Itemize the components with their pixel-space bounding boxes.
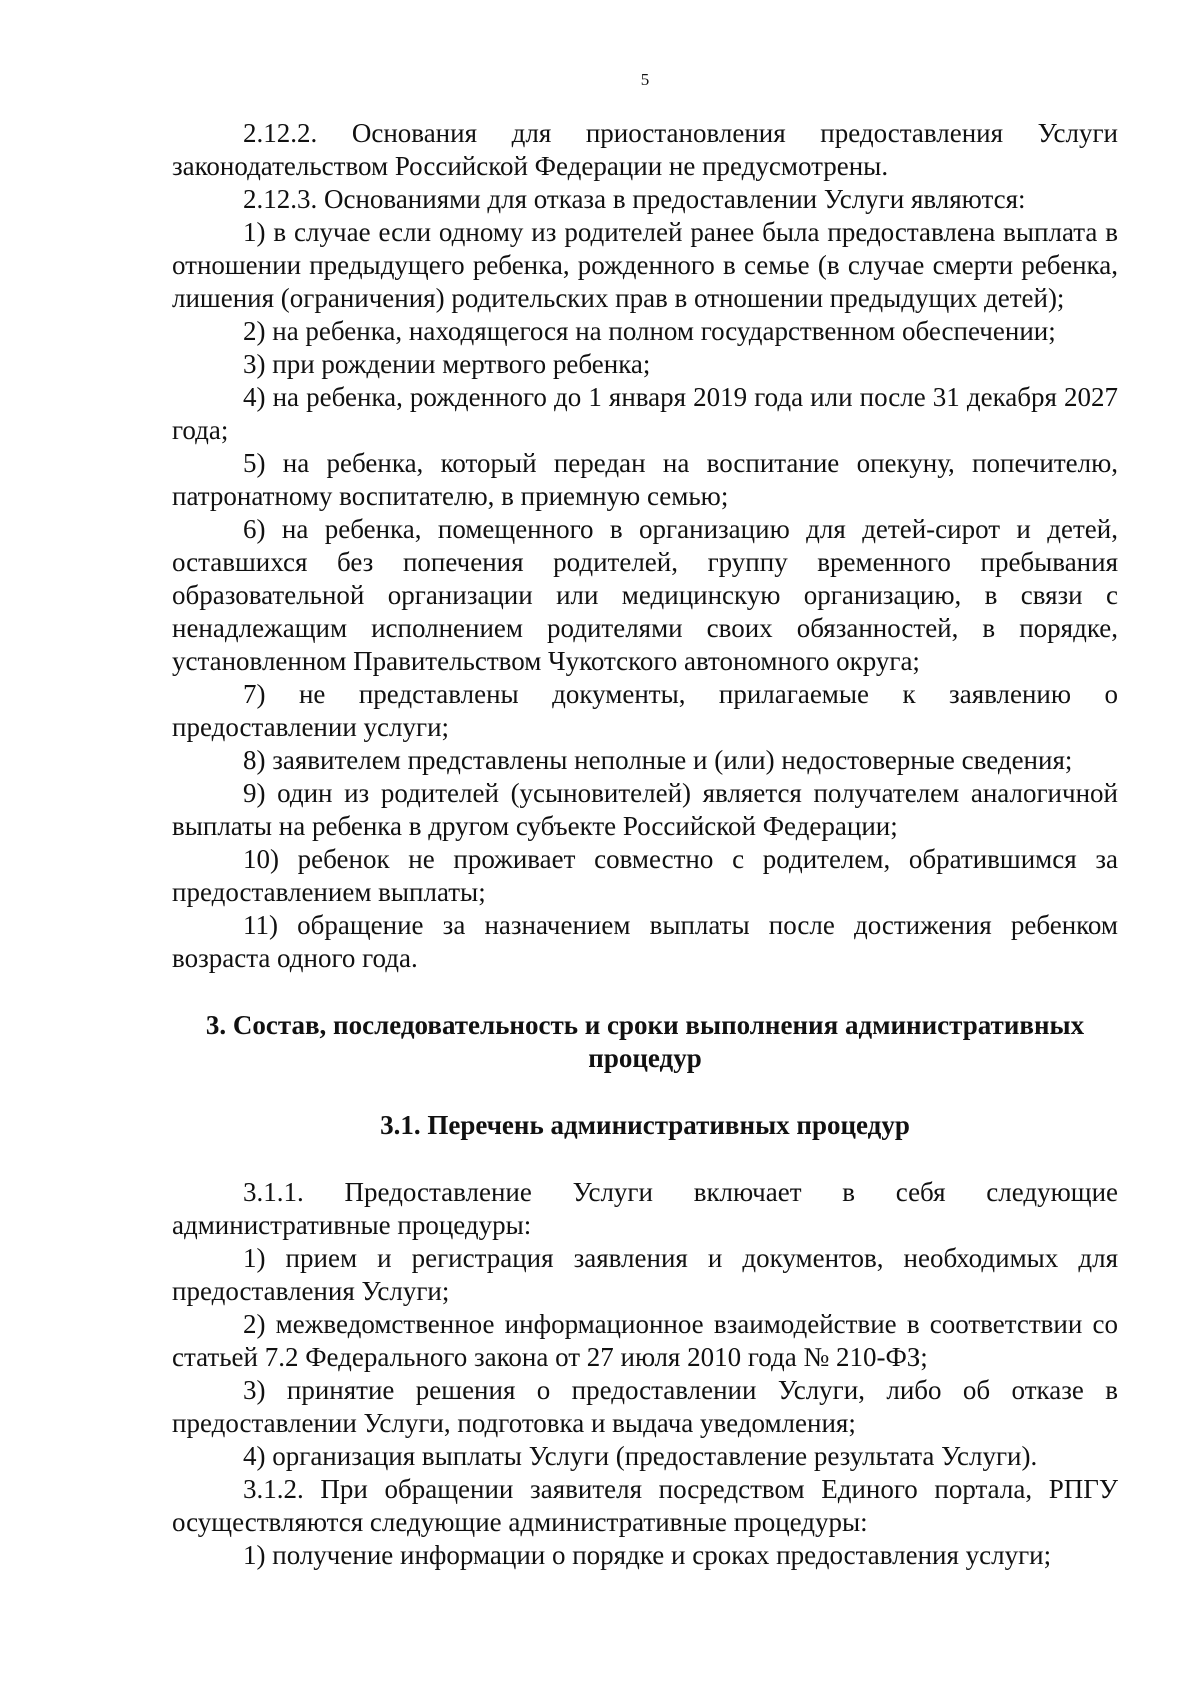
paragraph-3-1-1: 3.1.1. Предоставление Услуги включает в себя следующие административные процедуры: <box>172 1177 1118 1240</box>
refusal-item-2: 2) на ребенка, находящегося на полном государственном обеспечении; <box>243 316 1056 346</box>
page-number: 5 <box>640 70 650 89</box>
refusal-item-9: 9) один из родителей (усыновителей) является получателем аналогичной выплаты на ребенка в другом субъекте Российской Федерации; <box>172 778 1118 841</box>
refusal-item-1: 1) в случае если одному из родителей ранее была предоставлена выплата в отношении предыдущего ребенка, рожденного в семье (в случае смерти ребенка, лишения (ограничения) родительских прав в отношении предыдущих детей); <box>172 217 1118 313</box>
section-heading: 3. Состав, последовательность и сроки выполнения административных процедур <box>205 1010 1085 1073</box>
portal-procedure-item-1: 1) получение информации о порядке и сроках предоставления услуги; <box>243 1540 1052 1570</box>
refusal-item-8: 8) заявителем представлены неполные и (или) недостоверные сведения; <box>243 745 1073 775</box>
refusal-item-6: 6) на ребенка, помещенного в организацию для детей-сирот и детей, оставшихся без попечения родителей, группу временного пребывания образовательной организации или медицинскую организацию, в связи с ненадлежащим исполнением родителями своих обязанностей, в порядке, установленном Правительством Чукотского автономного округа; <box>172 514 1118 676</box>
document-page <box>172 70 1118 1572</box>
refusal-item-11: 11) обращение за назначением выплаты после достижения ребенком возраста одного года. <box>172 910 1118 973</box>
procedure-item-1: 1) прием и регистрация заявления и документов, необходимых для предоставления Услуги; <box>172 1243 1118 1306</box>
refusal-item-4: 4) на ребенка, рожденного до 1 января 2019 года или после 31 декабря 2027 года; <box>172 382 1118 445</box>
paragraph-2-12-3: 2.12.3. Основаниями для отказа в предоставлении Услуги являются: <box>243 184 1026 214</box>
procedure-item-2: 2) межведомственное информационное взаимодействие в соответствии со статьей 7.2 Федерального закона от 27 июля 2010 года № 210-ФЗ; <box>172 1309 1118 1372</box>
paragraph-2-12-2: 2.12.2. Основания для приостановления предоставления Услуги законодательством Российской Федерации не предусмотрены. <box>172 118 1118 181</box>
procedure-item-3: 3) принятие решения о предоставлении Услуги, либо об отказе в предоставлении Услуги, подготовка и выдача уведомления; <box>172 1375 1118 1438</box>
refusal-item-5: 5) на ребенка, который передан на воспитание опекуну, попечителю, патронатному воспитателю, в приемную семью; <box>172 448 1118 511</box>
refusal-item-7: 7) не представлены документы, прилагаемые к заявлению о предоставлении услуги; <box>172 679 1118 742</box>
refusal-item-10: 10) ребенок не проживает совместно с родителем, обратившимся за предоставлением выплаты; <box>172 844 1118 907</box>
paragraph-3-1-2: 3.1.2. При обращении заявителя посредством Единого портала, РПГУ осуществляются следующие административные процедуры: <box>172 1474 1118 1537</box>
procedure-item-4: 4) организация выплаты Услуги (предоставление результата Услуги). <box>243 1441 1038 1471</box>
refusal-item-3: 3) при рождении мертвого ребенка; <box>243 349 651 379</box>
subsection-heading: 3.1. Перечень административных процедур <box>380 1110 910 1140</box>
